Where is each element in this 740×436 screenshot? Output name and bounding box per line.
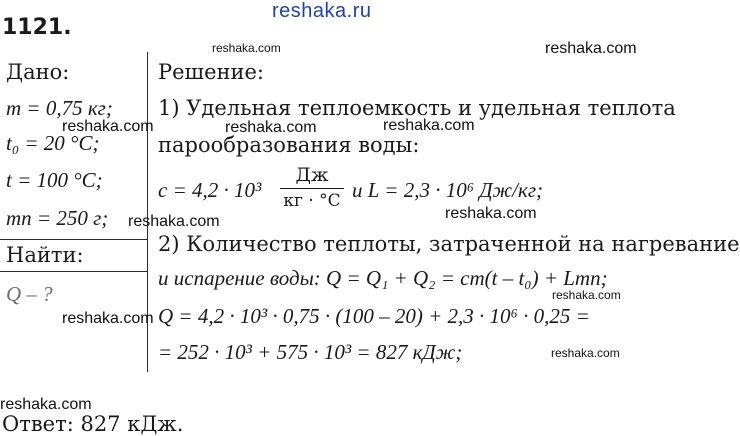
step2-line1: 2) Количество теплоты, затраченной на нагревание: [158, 232, 740, 256]
watermark-site: reshaka.com: [383, 117, 475, 134]
watermark-top: reshaka.ru: [272, 0, 372, 22]
find-expression: Q – ?: [6, 282, 53, 306]
watermark-site: reshaka.com: [62, 118, 154, 135]
specific-heat-unit: [280, 164, 344, 211]
watermark-site: reshaka.com: [0, 396, 92, 413]
unit-denominator: кг · °C: [283, 191, 341, 211]
calc-line1: Q = 4,2 · 10³ · 0,75 · (100 – 20) + 2,3 · 10⁶ · 0,25 =: [158, 304, 590, 328]
given-initial-temp: t₀ = 20 °C;: [6, 131, 100, 155]
watermark-site: reshaka.com: [62, 310, 154, 327]
given-find-divider: [0, 239, 147, 240]
specific-heat-expression: c = 4,2 · 10³: [158, 178, 262, 202]
step1-line1: 1) Удельная теплоемкость и удельная теплота: [158, 96, 676, 120]
watermark-site: reshaka.com: [551, 346, 620, 360]
step1-line2: парообразования воды:: [158, 133, 420, 157]
problem-number: 1121.: [2, 15, 72, 40]
given-final-temp: t = 100 °C;: [6, 168, 103, 192]
answer: Ответ: 827 кДж.: [2, 412, 184, 436]
find-underline: [0, 271, 147, 272]
calc-line2: = 252 · 10³ + 575 · 10³ = 827 кДж;: [158, 340, 463, 364]
given-title: Дано:: [6, 60, 70, 84]
fraction-bar: [280, 188, 344, 189]
given-vapor-mass: mп = 250 г;: [6, 206, 109, 230]
latent-heat-expression: и L = 2,3 · 10⁶ Дж/кг;: [352, 178, 544, 202]
watermark-site: reshaka.com: [552, 288, 621, 302]
step2-line2: и испарение воды: Q = Q₁ + Q₂ = cm(t – t₀) + Lmп;: [158, 266, 608, 290]
watermark-site: reshaka.com: [545, 40, 637, 57]
solution-title: Решение:: [158, 60, 265, 84]
watermark-site: reshaka.com: [128, 213, 220, 230]
watermark-site: reshaka.com: [445, 205, 537, 222]
unit-numerator: Дж: [295, 164, 329, 186]
watermark-site: reshaka.com: [225, 119, 317, 136]
find-title: Найти:: [6, 243, 84, 267]
given-mass: m = 0,75 кг;: [6, 96, 113, 120]
watermark-site: reshaka.com: [212, 41, 281, 55]
